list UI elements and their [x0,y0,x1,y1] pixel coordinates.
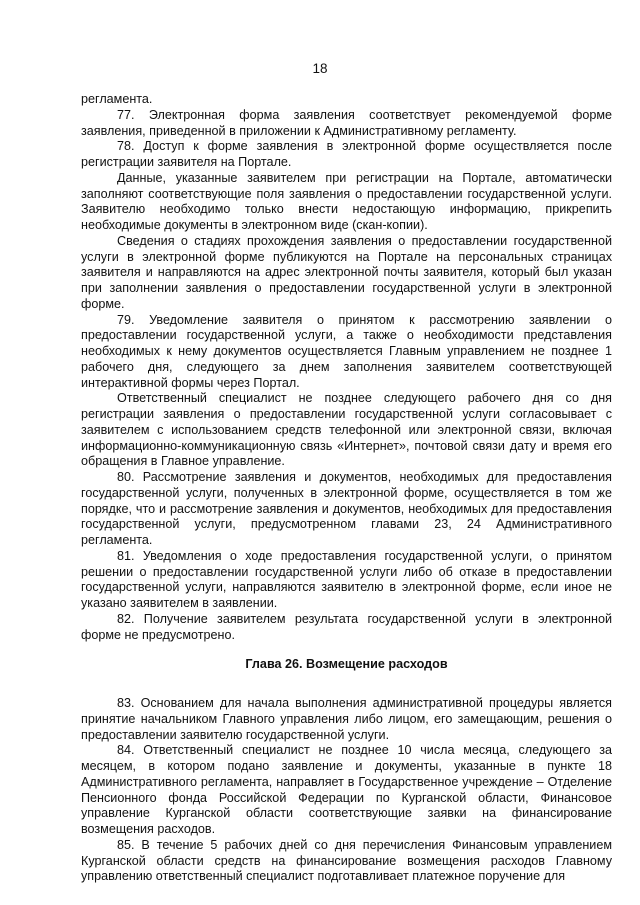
paragraph-78: 78. Доступ к форме заявления в электронной форме осуществляется после регистрации заявителя на Портале. [81,139,612,169]
chapter-heading: Глава 26. Возмещение расходов [245,657,448,672]
paragraph-82: 82. Получение заявителем результата государственной услуги в электронной форме не предусмотрено. [81,611,612,642]
page-number: 18 [312,61,328,76]
paragraph-81: 81. Уведомления о ходе предоставления государственной услуги, о принятом решении о предоставлении государственной услуги либо об отказе в предоставлении государственной услуги, направляются заявителю в электронной форме, если иное не указано заявителем в заявлении. [81,548,612,610]
paragraph-78-stages: Сведения о стадиях прохождения заявления о предоставлении государственной услуги в электронной форме публикуются на Портале на персональных страницах заявителя и направляются на адрес электронной почты заявителя, который был указан при заполнении заявления о предоставлении государственной услуги в электронной форме. [81,233,612,311]
paragraph-77: 77. Электронная форма заявления соответствует рекомендуемой форме заявления, приведенной в приложении к Административному регламенту. [81,107,612,138]
paragraph-79-specialist: Ответственный специалист не позднее следующего рабочего дня со дня регистрации заявления о предоставлении государственной услуги согласовывает с заявителем с использованием средств телефонной или электронной связи, включая информационно-коммуникационную связь «Интернет», почтовой связи дату и время его обращения в Главное управление. [81,391,612,469]
paragraph-continuation: регламента. [81,92,153,106]
paragraph-84: 84. Ответственный специалист не позднее 10 числа месяца, следующего за месяцем, в котором подано заявление и документы, указанные в пункте 18 Административного регламента, направляет в Государственное учреждение – Отделение Пенсионного фонда Российской Федерации по Курганской области, Финансовое управление Курганской области соответствующие заявки на финансирование возмещения расходов. [81,743,612,836]
paragraph-80: 80. Рассмотрение заявления и документов, необходимых для предоставления государственной услуги, полученных в электронной форме, осуществляется в том же порядке, что и рассмотрение заявления и документов, необходимых для предоставления государственной услуги, предусмотренном главами 23, 24 Административного регламента. [81,470,612,547]
document-body [81,92,612,885]
paragraph-78-data: Данные, указанные заявителем при регистрации на Портале, автоматически заполняют соответствующие поля заявления о предоставлении государственной услуги. Заявителю необходимо только внести недостающую информацию, прикрепить необходимые документы в электронном виде (скан-копии). [81,170,612,232]
paragraph-79: 79. Уведомление заявителя о принятом к рассмотрению заявлении о предоставлении государственной услуги, а также о необходимости представления необходимых к нему документов осуществляется Главным управлением не позднее 1 рабочего дня, следующего за днем заполнения заявителем соответствующей интерактивной формы через Портал. [81,312,612,390]
paragraph-85: 85. В течение 5 рабочих дней со дня перечисления Финансовым управлением Курганской области средств на финансирование возмещения расходов Главному управлению ответственный специалист подготавливает платежное поручение для [81,837,612,884]
paragraph-83: 83. Основанием для начала выполнения административной процедуры является принятие начальником Главного управления либо лицом, его замещающим, решения о предоставлении заявителю государственной услуги. [81,696,612,742]
